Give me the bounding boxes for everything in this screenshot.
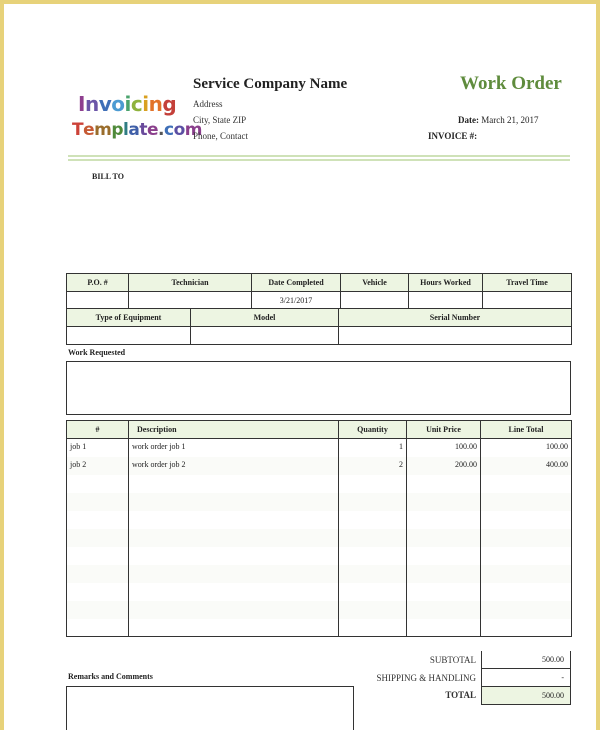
item-line-total[interactable] (481, 583, 572, 601)
remarks-box[interactable] (66, 686, 354, 730)
date-label: Date: (458, 115, 479, 125)
table-row (67, 439, 572, 457)
company-name: Service Company Name (193, 76, 348, 92)
logo-letter: n (148, 92, 163, 116)
logo-letter: c (130, 92, 143, 116)
item-number[interactable] (67, 565, 129, 583)
item-line-total[interactable]: 400.00 (481, 457, 572, 475)
shipping-value[interactable]: - (481, 669, 571, 687)
header-quantity: Quantity (339, 421, 407, 439)
table-row (67, 565, 572, 583)
item-quantity[interactable] (339, 547, 407, 565)
header-vehicle: Vehicle (341, 274, 409, 292)
item-number[interactable] (67, 583, 129, 601)
item-description[interactable] (129, 547, 339, 565)
remarks-label: Remarks and Comments (68, 672, 153, 681)
po-value[interactable] (67, 292, 129, 309)
travel-time-value[interactable] (483, 292, 572, 309)
table-row (67, 601, 572, 619)
header-technician: Technician (129, 274, 252, 292)
logo-letter: i (124, 92, 131, 116)
item-unit-price[interactable]: 100.00 (407, 439, 481, 457)
item-unit-price[interactable] (407, 493, 481, 511)
item-description[interactable] (129, 565, 339, 583)
header-model: Model (191, 309, 339, 327)
logo-letter: m (184, 120, 202, 140)
invoice-number-label: INVOICE #: (428, 131, 478, 141)
item-line-total[interactable] (481, 547, 572, 565)
table-row (67, 619, 572, 637)
item-unit-price[interactable] (407, 475, 481, 493)
item-unit-price[interactable] (407, 529, 481, 547)
item-line-total[interactable] (481, 601, 572, 619)
item-number[interactable] (67, 493, 129, 511)
hours-worked-value[interactable] (409, 292, 483, 309)
logo-letter: g (162, 92, 177, 116)
date-value: March 21, 2017 (481, 115, 539, 125)
item-description[interactable] (129, 529, 339, 547)
item-unit-price[interactable] (407, 547, 481, 565)
job-info-table (66, 273, 572, 309)
header-po: P.O. # (67, 274, 129, 292)
item-line-total[interactable] (481, 475, 572, 493)
table-row (67, 511, 572, 529)
header-serial-number: Serial Number (339, 309, 572, 327)
logo-letter: v (98, 92, 112, 116)
serial-number-value[interactable] (339, 327, 572, 345)
item-description[interactable]: work order job 1 (129, 439, 339, 457)
header-item-number: # (67, 421, 129, 439)
item-number[interactable] (67, 511, 129, 529)
table-row (67, 475, 572, 493)
technician-value[interactable] (129, 292, 252, 309)
table-row (67, 457, 572, 475)
logo-letter: o (173, 120, 185, 140)
subtotal-label: SUBTOTAL (429, 655, 476, 665)
table-row (67, 529, 572, 547)
item-description[interactable] (129, 493, 339, 511)
equipment-type-value[interactable] (67, 327, 191, 345)
logo-letter: m (94, 120, 112, 140)
item-description[interactable] (129, 601, 339, 619)
item-line-total[interactable] (481, 511, 572, 529)
header-unit-price: Unit Price (407, 421, 481, 439)
logo-letter: c (163, 120, 174, 140)
item-number[interactable]: job 2 (67, 457, 129, 475)
date-row (458, 115, 539, 125)
logo-letter: . (158, 120, 164, 140)
item-number[interactable] (67, 601, 129, 619)
logo-letter: e (146, 120, 159, 140)
item-quantity[interactable] (339, 475, 407, 493)
subtotal-value: 500.00 (481, 651, 571, 669)
table-row (67, 547, 572, 565)
logo-letter: i (142, 92, 149, 116)
document-title: Work Order (460, 73, 562, 94)
work-requested-box[interactable] (66, 361, 571, 415)
item-description[interactable] (129, 475, 339, 493)
item-unit-price[interactable] (407, 565, 481, 583)
item-line-total[interactable] (481, 565, 572, 583)
item-number[interactable] (67, 529, 129, 547)
item-description[interactable]: work order job 2 (129, 457, 339, 475)
company-address: Address (193, 99, 223, 109)
item-unit-price[interactable] (407, 511, 481, 529)
logo-letter: T (72, 120, 84, 140)
total-value: 500.00 (481, 687, 571, 705)
logo-letter: o (111, 92, 125, 116)
item-unit-price[interactable]: 200.00 (407, 457, 481, 475)
divider (68, 155, 570, 157)
item-unit-price[interactable] (407, 601, 481, 619)
item-number[interactable] (67, 475, 129, 493)
item-number[interactable] (67, 547, 129, 565)
invoicing-template-logo-domain (72, 120, 202, 140)
logo-letter: n (84, 92, 99, 116)
work-requested-label: Work Requested (68, 348, 126, 357)
vehicle-value[interactable] (341, 292, 409, 309)
header-date-completed: Date Completed (252, 274, 341, 292)
company-phone: Phone, Contact (193, 131, 248, 141)
header-travel-time: Travel Time (483, 274, 572, 292)
item-description[interactable] (129, 583, 339, 601)
item-quantity[interactable] (339, 565, 407, 583)
bill-to-label: BILL TO (92, 172, 124, 181)
item-line-total[interactable] (481, 619, 572, 637)
item-quantity[interactable]: 1 (339, 439, 407, 457)
item-quantity[interactable] (339, 493, 407, 511)
item-quantity[interactable] (339, 583, 407, 601)
shipping-label: SHIPPING & HANDLING (376, 673, 476, 683)
logo-letter: p (111, 120, 124, 140)
table-row (67, 493, 572, 511)
item-number[interactable] (67, 619, 129, 637)
item-quantity[interactable] (339, 529, 407, 547)
line-items-table (66, 420, 572, 637)
divider (68, 159, 570, 161)
table-row (67, 583, 572, 601)
header-line-total: Line Total (481, 421, 572, 439)
header-description: Description (129, 421, 339, 439)
item-description[interactable] (129, 511, 339, 529)
item-number[interactable]: job 1 (67, 439, 129, 457)
invoicing-template-logo (78, 92, 176, 116)
item-quantity[interactable]: 2 (339, 457, 407, 475)
logo-letter: a (128, 120, 140, 140)
item-quantity[interactable] (339, 601, 407, 619)
item-quantity[interactable] (339, 619, 407, 637)
item-unit-price[interactable] (407, 619, 481, 637)
equipment-table (66, 308, 572, 345)
item-unit-price[interactable] (407, 583, 481, 601)
header-type-of-equipment: Type of Equipment (67, 309, 191, 327)
item-description[interactable] (129, 619, 339, 637)
logo-letter: I (78, 92, 85, 116)
company-city: City, State ZIP (193, 115, 247, 125)
logo-letter: e (83, 120, 95, 140)
logo-letter: l (123, 120, 129, 140)
item-line-total[interactable] (481, 493, 572, 511)
header-hours-worked: Hours Worked (409, 274, 483, 292)
item-line-total[interactable] (481, 529, 572, 547)
total-label: TOTAL (445, 690, 476, 700)
item-line-total[interactable]: 100.00 (481, 439, 572, 457)
date-completed-value[interactable]: 3/21/2017 (252, 292, 341, 309)
item-quantity[interactable] (339, 511, 407, 529)
logo-letter: t (139, 120, 147, 140)
model-value[interactable] (191, 327, 339, 345)
